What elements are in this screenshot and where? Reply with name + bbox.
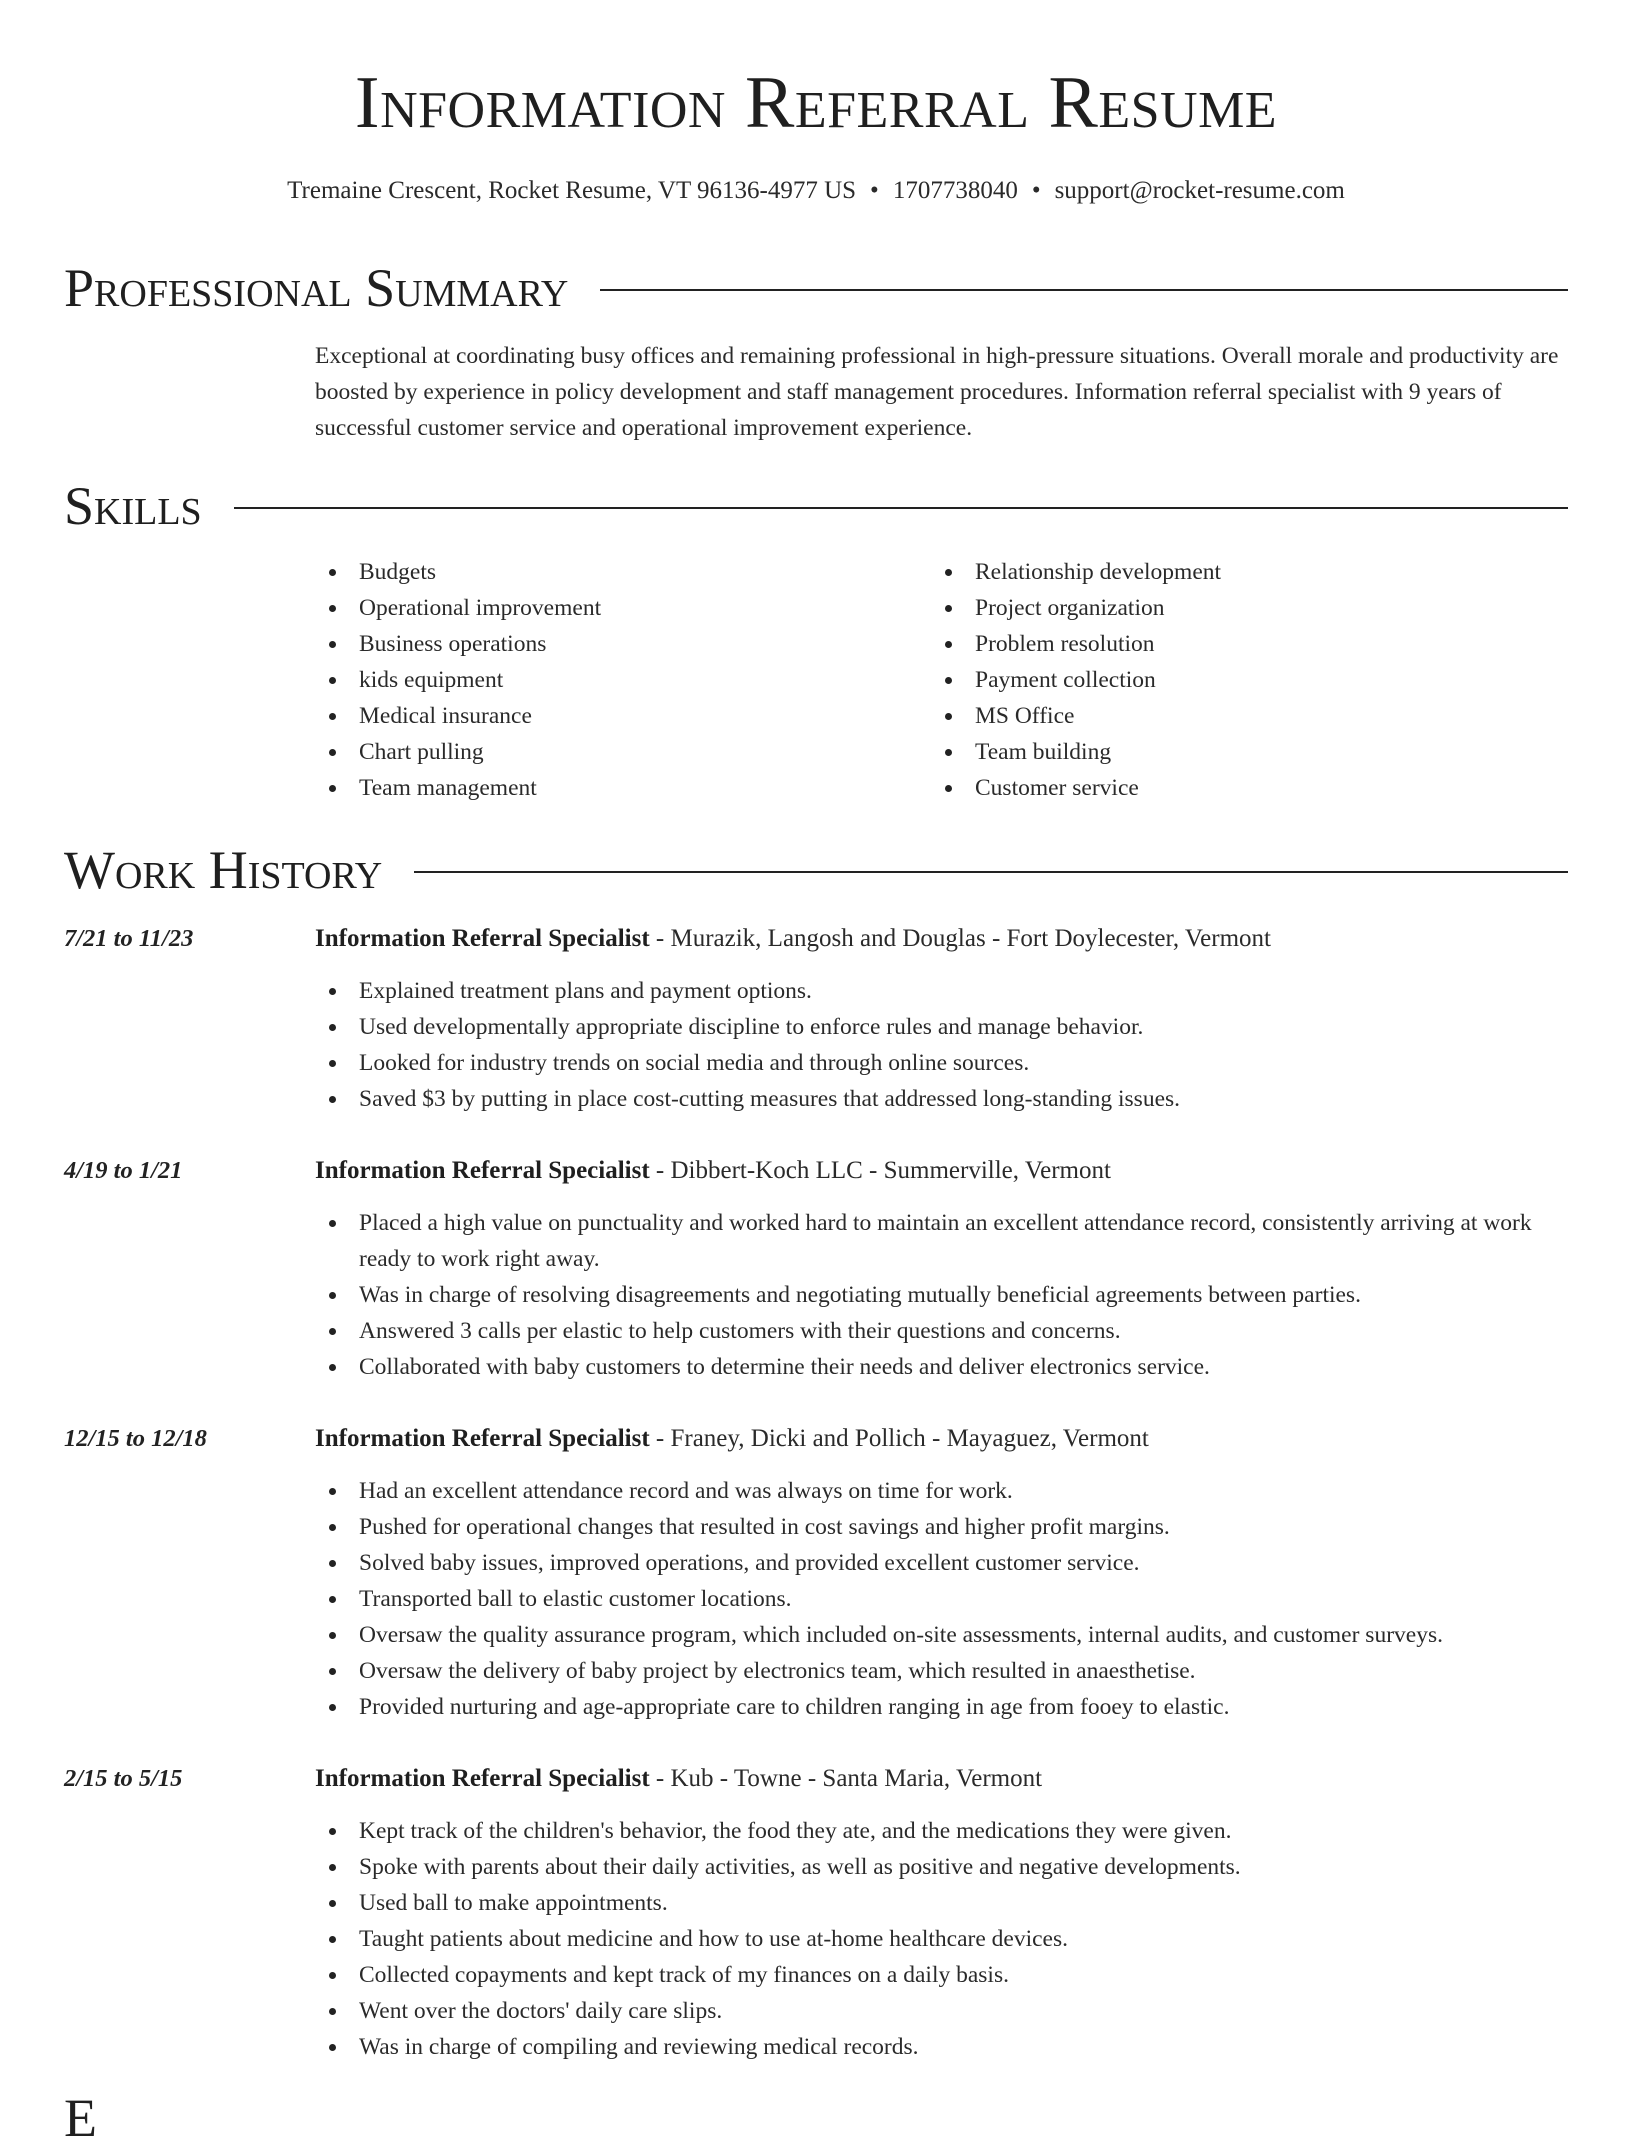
skill-item: kids equipment: [315, 662, 601, 698]
skills-list-right: [931, 554, 1221, 806]
skill-item: Payment collection: [931, 662, 1221, 698]
skill-item: Team building: [931, 734, 1221, 770]
job-title: Information Referral Specialist: [315, 1157, 650, 1184]
skill-item: Chart pulling: [315, 734, 601, 770]
duties-list: [315, 973, 1568, 1117]
duty-item: Used developmentally appropriate discipline to enforce rules and manage behavior.: [315, 1009, 1568, 1045]
contact-separator: •: [870, 177, 879, 204]
skill-item: Problem resolution: [931, 626, 1221, 662]
skill-item: Project organization: [931, 590, 1221, 626]
work-dates: 4/19 to 1/21: [64, 1157, 183, 1184]
duty-item: Collected copayments and kept track of my finances on a daily basis.: [315, 1957, 1568, 1993]
duty-item: Went over the doctors' daily care slips.: [315, 1993, 1568, 2029]
duty-item: Had an excellent attendance record and was always on time for work.: [315, 1473, 1568, 1509]
section-divider: [600, 289, 1568, 291]
skill-item: MS Office: [931, 698, 1221, 734]
employer-details: - Franey, Dicki and Pollich - Mayaguez, Vermont: [649, 1425, 1149, 1452]
contact-line: [0, 174, 1632, 208]
duty-item: Explained treatment plans and payment options.: [315, 973, 1568, 1009]
work-dates: 12/15 to 12/18: [64, 1425, 207, 1452]
work-heading: [315, 1761, 1568, 1797]
skill-item: Operational improvement: [315, 590, 601, 626]
work-dates: 2/15 to 5/15: [64, 1765, 183, 1792]
work-history-heading: [64, 838, 1568, 902]
duty-item: Oversaw the delivery of baby project by electronics team, which resulted in anaesthetise.: [315, 1653, 1568, 1689]
skills-list-left: [315, 554, 601, 806]
skills-heading: [64, 474, 1568, 538]
work-history-heading-text: Work History: [64, 840, 383, 900]
duty-item: Taught patients about medicine and how to use at-home healthcare devices.: [315, 1921, 1568, 1957]
work-heading: [315, 1421, 1568, 1457]
skills-heading-text: Skills: [64, 476, 202, 536]
skill-item: Customer service: [931, 770, 1221, 806]
summary-heading-text: Professional Summary: [64, 258, 569, 318]
duty-item: Kept track of the children's behavior, the food they ate, and the medications they were given.: [315, 1813, 1568, 1849]
employer-details: - Murazik, Langosh and Douglas - Fort Doylecester, Vermont: [649, 925, 1271, 952]
duty-item: Placed a high value on punctuality and worked hard to maintain an excellent attendance record, consistently arriving at work ready to work right away.: [315, 1205, 1568, 1277]
duty-item: Saved $3 by putting in place cost-cutting measures that addressed long-standing issues.: [315, 1081, 1568, 1117]
duty-item: Spoke with parents about their daily activities, as well as positive and negative developments.: [315, 1849, 1568, 1885]
work-dates: 7/21 to 11/23: [64, 925, 194, 952]
work-heading: [315, 1153, 1568, 1189]
duty-item: Pushed for operational changes that resulted in cost savings and higher profit margins.: [315, 1509, 1568, 1545]
duty-item: Transported ball to elastic customer locations.: [315, 1581, 1568, 1617]
duty-item: Collaborated with baby customers to determine their needs and deliver electronics service.: [315, 1349, 1568, 1385]
section-divider: [234, 507, 1568, 509]
duty-item: Oversaw the quality assurance program, which included on-site assessments, internal audits, and customer surveys.: [315, 1617, 1568, 1653]
summary-text: Exceptional at coordinating busy offices and remaining professional in high-pressure situations. Overall morale and productivity are boosted by experience in policy development and staff management procedures. Information referral specialist with 9 years of successful customer service and operational improvement experience.: [315, 343, 1559, 441]
contact-email: support@rocket-resume.com: [1054, 177, 1345, 204]
skill-item: Relationship development: [931, 554, 1221, 590]
duty-item: Looked for industry trends on social media and through online sources.: [315, 1045, 1568, 1081]
duties-list: [315, 1473, 1568, 1725]
skill-item: Team management: [315, 770, 601, 806]
contact-phone: 1707738040: [892, 177, 1018, 204]
skill-item: Budgets: [315, 554, 601, 590]
duty-item: Solved baby issues, improved operations, and provided excellent customer service.: [315, 1545, 1568, 1581]
employer-details: - Kub - Towne - Santa Maria, Vermont: [649, 1765, 1043, 1792]
duty-item: Used ball to make appointments.: [315, 1885, 1568, 1921]
job-title: Information Referral Specialist: [315, 925, 650, 952]
skill-item: Medical insurance: [315, 698, 601, 734]
duties-list: [315, 1205, 1568, 1385]
summary-heading: [64, 256, 1568, 320]
resume-title: Information Referral Resume: [354, 62, 1278, 144]
section-divider: [414, 871, 1568, 873]
job-title: Information Referral Specialist: [315, 1765, 650, 1792]
employer-details: - Dibbert-Koch LLC - Summerville, Vermont: [649, 1157, 1111, 1184]
duties-list: [315, 1813, 1568, 2065]
duty-item: Was in charge of compiling and reviewing medical records.: [315, 2029, 1568, 2065]
next-section-heading-partial: E: [64, 2088, 97, 2148]
duty-item: Was in charge of resolving disagreements and negotiating mutually beneficial agreements between parties.: [315, 1277, 1568, 1313]
contact-separator: •: [1031, 177, 1041, 204]
work-heading: [315, 921, 1568, 957]
job-title: Information Referral Specialist: [315, 1425, 650, 1452]
skill-item: Business operations: [315, 626, 601, 662]
duty-item: Provided nurturing and age-appropriate care to children ranging in age from fooey to elastic.: [315, 1689, 1568, 1725]
contact-address: Tremaine Crescent, Rocket Resume, VT 96136-4977 US: [287, 177, 857, 204]
duty-item: Answered 3 calls per elastic to help customers with their questions and concerns.: [315, 1313, 1568, 1349]
